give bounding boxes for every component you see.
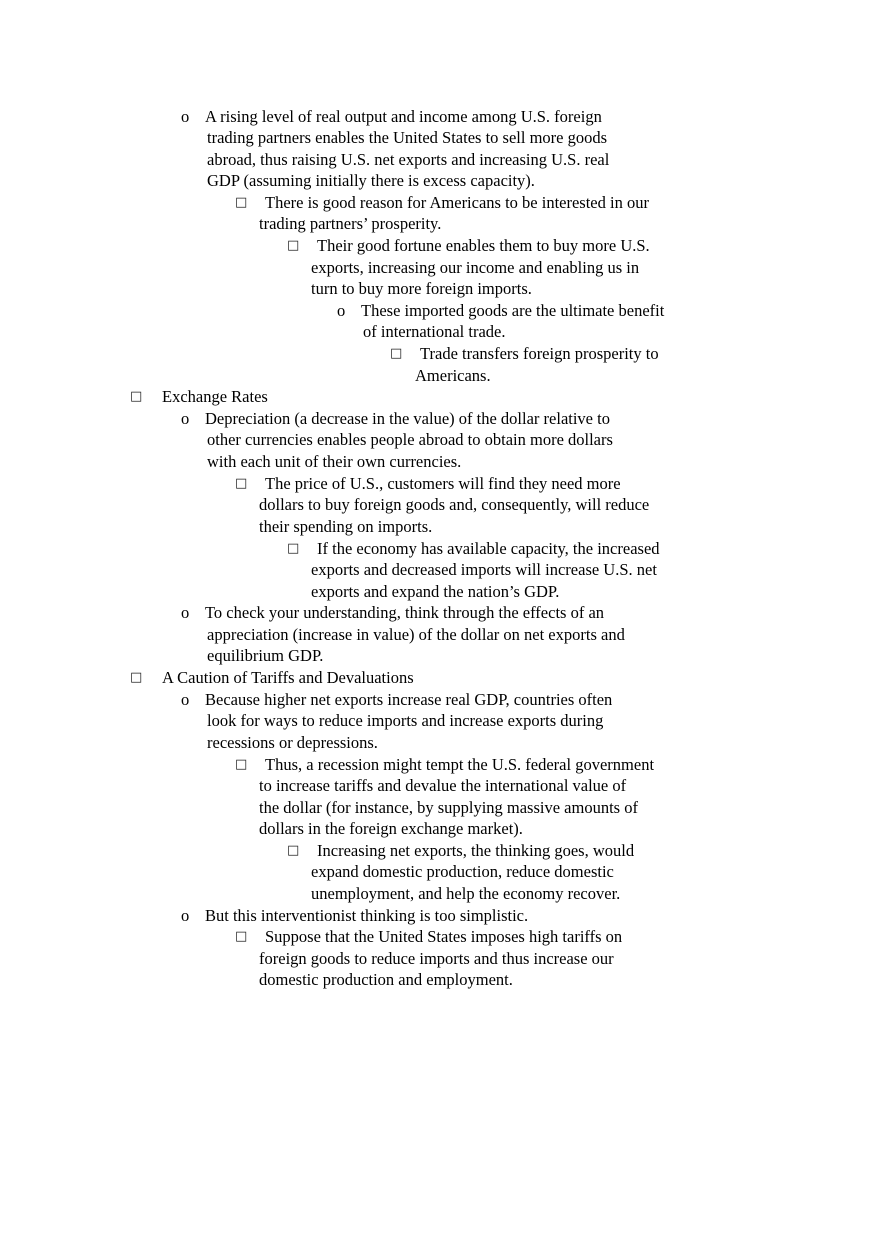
- bullet-text-line: unemployment, and help the economy recover.: [311, 884, 621, 904]
- square-bullet-icon: □: [235, 194, 248, 210]
- bullet-text-line: foreign goods to reduce imports and thus increase our: [259, 948, 614, 968]
- bullet-text-line: GDP (assuming initially there is excess capacity).: [207, 171, 535, 191]
- bullet-text-line: Suppose that the United States imposes high tariffs on: [265, 927, 623, 947]
- bullet-text-line: There is good reason for Americans to be interested in our: [265, 192, 649, 212]
- bullet-text-line: If the economy has available capacity, the increased: [317, 538, 660, 558]
- bullet-text-line: Depreciation (a decrease in the value) of the dollar relative to: [205, 408, 610, 428]
- bullet-text-line: Increasing net exports, the thinking goes, would: [317, 840, 635, 860]
- bullet-text-line: A Caution of Tariffs and Devaluations: [162, 668, 414, 688]
- bullet-text-line: Americans.: [415, 365, 491, 385]
- bullet-text-line: To check your understanding, think through the effects of an: [205, 603, 605, 623]
- circle-bullet-icon: o: [181, 689, 190, 709]
- bullet-text-line: Because higher net exports increase real GDP, countries often: [205, 689, 613, 709]
- bullet-text-line: appreciation (increase in value) of the dollar on net exports and: [207, 624, 625, 644]
- circle-bullet-icon: o: [337, 300, 346, 320]
- square-bullet-icon: □: [287, 540, 300, 556]
- bullet-text-line: trading partners’ prosperity.: [259, 214, 442, 234]
- bullet-text-line: recessions or depressions.: [207, 732, 378, 752]
- bullet-text-line: domestic production and employment.: [259, 970, 513, 990]
- circle-bullet-icon: o: [181, 905, 190, 925]
- square-bullet-icon: □: [287, 238, 300, 254]
- bullet-text-line: equilibrium GDP.: [207, 646, 324, 666]
- bullet-text-line: The price of U.S., customers will find they need more: [265, 473, 621, 493]
- circle-bullet-icon: o: [181, 603, 190, 623]
- bullet-text-line: their spending on imports.: [259, 516, 433, 536]
- bullet-text-line: dollars to buy foreign goods and, consequently, will reduce: [259, 495, 650, 515]
- bullet-text-line: exports, increasing our income and enabling us in: [311, 257, 640, 277]
- bullet-text-line: turn to buy more foreign imports.: [311, 279, 532, 299]
- bullet-text-line: Thus, a recession might tempt the U.S. federal government: [265, 754, 655, 774]
- bullet-text-line: the dollar (for instance, by supplying massive amounts of: [259, 797, 638, 817]
- bullet-text-line: These imported goods are the ultimate benefit: [361, 300, 665, 320]
- bullet-text-line: with each unit of their own currencies.: [207, 452, 462, 472]
- bullet-text-line: abroad, thus raising U.S. net exports and increasing U.S. real: [207, 149, 610, 169]
- square-bullet-icon: □: [287, 842, 300, 858]
- bullet-text-line: of international trade.: [363, 322, 506, 342]
- circle-bullet-icon: o: [181, 106, 190, 126]
- bullet-text-line: A rising level of real output and income among U.S. foreign: [205, 106, 602, 126]
- bullet-text-line: Exchange Rates: [162, 387, 268, 407]
- square-bullet-icon: □: [235, 756, 248, 772]
- bullet-text-line: dollars in the foreign exchange market).: [259, 819, 523, 839]
- square-bullet-icon: □: [130, 670, 143, 686]
- bullet-text-line: expand domestic production, reduce domestic: [311, 862, 614, 882]
- square-bullet-icon: □: [235, 475, 248, 491]
- square-bullet-icon: □: [130, 389, 143, 405]
- bullet-text-line: to increase tariffs and devalue the international value of: [259, 776, 627, 796]
- bullet-text-line: Trade transfers foreign prosperity to: [420, 344, 659, 364]
- bullet-text-line: exports and decreased imports will increase U.S. net: [311, 560, 657, 580]
- square-bullet-icon: □: [390, 346, 403, 362]
- bullet-text-line: trading partners enables the United States to sell more goods: [207, 128, 608, 148]
- bullet-text-line: Their good fortune enables them to buy more U.S.: [317, 236, 650, 256]
- bullet-text-line: But this interventionist thinking is too simplistic.: [205, 905, 529, 925]
- square-bullet-icon: □: [235, 929, 248, 945]
- bullet-text-line: other currencies enables people abroad to obtain more dollars: [207, 430, 613, 450]
- bullet-text-line: look for ways to reduce imports and increase exports during: [207, 711, 604, 731]
- circle-bullet-icon: o: [181, 408, 190, 428]
- bullet-text-line: exports and expand the nation’s GDP.: [311, 581, 560, 601]
